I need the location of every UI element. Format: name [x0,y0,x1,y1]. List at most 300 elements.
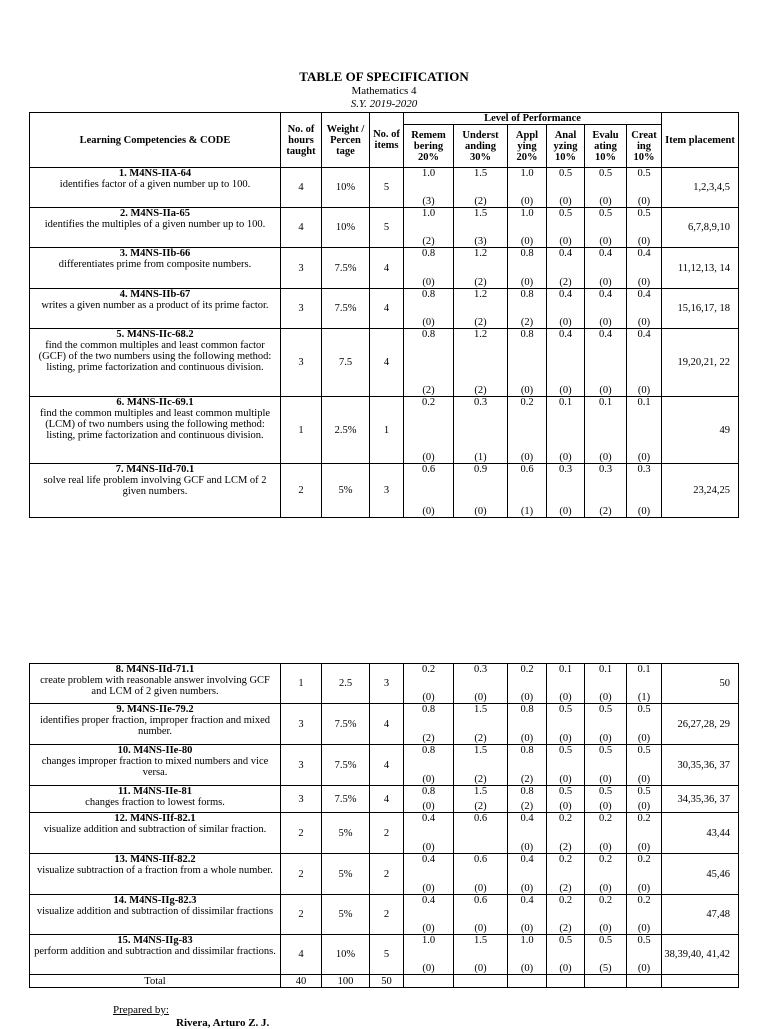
competency-cell [30,935,281,975]
level-values [508,745,546,785]
level-values [404,464,453,517]
level-analyzing-cell [547,248,585,289]
level-values [404,854,453,894]
level-creating-cell [627,289,662,329]
level-count: (1) [474,452,487,463]
level-count: (0) [637,236,651,247]
level-count: (2) [422,385,435,396]
header-placement: Item placement [662,113,739,168]
hours-cell: 4 [281,208,322,248]
level-count: (0) [520,277,534,288]
level-weight: 0.8 [520,329,534,340]
items-cell: 5 [370,168,404,208]
level-applying-cell [508,704,547,745]
level-values [547,786,584,812]
level-remembering-cell [404,168,454,208]
item-placement-cell: 30,35,36, 37 [662,745,739,786]
level-remembering-cell [404,745,454,786]
level-count: (0) [637,317,651,328]
competency-description: differentiates prime from composite numbers. [58,259,252,270]
level-count: (2) [474,317,487,328]
level-weight: 0.5 [637,168,651,179]
level-count: (0) [637,923,651,934]
competency-cell [30,664,281,704]
competency-code: 11. M4NS-IIe-81 [117,786,193,797]
level-count: (1) [637,692,651,703]
level-weight: 1.0 [421,208,436,219]
level-count: (0) [422,842,435,853]
level-values [404,248,453,288]
level-values [508,329,546,396]
competency-cell [30,397,281,464]
level-count: (0) [599,236,612,247]
level-values [585,168,626,207]
level-weight: 0.9 [473,464,488,475]
level-count: (0) [559,506,572,517]
level-values [547,329,584,396]
level-count: (0) [637,385,651,396]
level-count: (0) [474,923,487,934]
competency-description: identifies factor of a given number up to 100. [59,179,251,190]
level-count: (0) [637,506,651,517]
level-values [508,208,546,247]
level-count: (0) [559,317,572,328]
level-weight: 1.5 [473,786,488,797]
level-values [454,464,507,517]
hours-cell: 3 [281,745,322,786]
level-count: (0) [559,385,572,396]
level-values [585,397,626,463]
item-placement-cell: 19,20,21, 22 [662,329,739,397]
level-values [547,397,584,463]
level-remembering-cell [404,935,454,975]
competency-description: solve real life problem involving GCF and LCM of 2 given numbers. [43,475,267,497]
level-remembering-cell [404,704,454,745]
level-weight: 0.5 [558,745,573,756]
level-weight: 0.8 [421,289,436,300]
level-count: (2) [520,801,534,812]
level-weight: 0.5 [637,208,651,219]
level-creating-cell [627,168,662,208]
competency-cell [30,289,281,329]
level-remembering-cell [404,786,454,813]
level-count: (0) [637,801,651,812]
level-count: (0) [474,692,487,703]
level-weight: 0.2 [637,895,651,906]
level-values [454,854,507,894]
level-values [454,289,507,328]
level-weight: 1.5 [473,168,488,179]
level-values [627,813,661,853]
items-cell: 4 [370,745,404,786]
item-placement-cell: 26,27,28, 29 [662,704,739,745]
level-count: (2) [422,733,435,744]
hours-cell: 4 [281,935,322,975]
level-evaluating-cell [585,289,627,329]
level-weight: 0.5 [598,704,613,715]
level-values [547,745,584,785]
weight-cell: 10% [322,935,370,975]
level-weight: 1.0 [520,208,534,219]
level-values [585,854,626,894]
level-values [454,248,507,288]
level-weight: 0.5 [598,208,613,219]
level-weight: 0.6 [421,464,436,475]
hours-cell: 3 [281,786,322,813]
weight-cell: 10% [322,168,370,208]
items-cell: 4 [370,704,404,745]
level-count: (0) [474,963,487,974]
level-evaluating-cell [585,935,627,975]
level-values [627,704,661,744]
level-values [547,168,584,207]
level-weight: 0.2 [558,813,573,824]
level-creating-cell [627,935,662,975]
items-cell: 4 [370,289,404,329]
level-applying-cell [508,935,547,975]
items-cell: 4 [370,248,404,289]
level-weight: 0.8 [421,704,436,715]
level-count: (0) [422,774,435,785]
level-values [404,786,453,812]
level-weight: 0.5 [558,704,573,715]
items-cell: 5 [370,208,404,248]
level-values [627,168,661,207]
level-weight: 0.1 [637,664,651,675]
level-weight: 0.5 [637,745,651,756]
level-weight: 0.4 [558,248,573,259]
level-count: (2) [474,196,487,207]
level-values [627,289,661,328]
level-weight: 0.2 [637,813,651,824]
specification-table-page1 [29,112,739,518]
table-row [30,664,739,704]
header-items: No. of items [370,113,404,168]
level-values [404,329,453,396]
items-cell: 1 [370,397,404,464]
item-placement-cell: 6,7,8,9,10 [662,208,739,248]
level-applying-cell [508,854,547,895]
preparer-name: Rivera, Arturo Z. J. [176,1017,270,1029]
level-weight: 0.2 [520,664,534,675]
competency-description: writes a given number as a product of its prime factor. [41,300,269,311]
level-count: (2) [599,506,612,517]
level-count: (0) [599,317,612,328]
level-evaluating-cell [585,813,627,854]
weight-cell: 10% [322,208,370,248]
level-count: (1) [520,506,534,517]
item-placement-cell: 45,46 [662,854,739,895]
level-understanding-cell [454,935,508,975]
competency-code: 3. M4NS-IIb-66 [119,248,191,259]
level-creating-cell [627,208,662,248]
level-values [454,168,507,207]
level-weight: 0.8 [421,786,436,797]
level-values [585,289,626,328]
level-values [585,664,626,703]
level-weight: 0.2 [558,895,573,906]
level-weight: 1.2 [473,329,488,340]
level-understanding-cell [454,786,508,813]
level-count: (0) [422,692,435,703]
level-applying-cell [508,329,547,397]
header-competency: Learning Competencies & CODE [30,113,281,168]
school-year: S.Y. 2019-2020 [350,98,418,110]
level-values [508,248,546,288]
weight-cell: 5% [322,854,370,895]
weight-cell: 7.5% [322,289,370,329]
level-weight: 0.2 [421,664,436,675]
level-count: (0) [559,692,572,703]
level-count: (0) [474,883,487,894]
total-items: 50 [370,975,404,988]
level-count: (0) [637,277,651,288]
level-weight: 0.2 [558,854,573,865]
level-weight: 0.4 [520,895,534,906]
level-values [454,745,507,785]
level-creating-cell [627,704,662,745]
item-placement-cell: 15,16,17, 18 [662,289,739,329]
level-remembering-cell [404,854,454,895]
table-row [30,397,739,464]
level-weight: 0.8 [520,248,534,259]
level-creating-cell [627,854,662,895]
table-body-page1 [30,168,739,518]
prepared-by-label: Prepared by: [113,1004,169,1016]
level-weight: 1.0 [421,935,436,946]
level-count: (0) [599,923,612,934]
level-applying-cell [508,464,547,518]
level-weight: 0.2 [421,397,436,408]
level-count: (0) [422,452,435,463]
level-values [627,935,661,974]
level-count: (2) [559,277,572,288]
level-weight: 1.2 [473,289,488,300]
level-count: (0) [637,196,651,207]
header-hours: No. of hours taught [281,113,322,168]
level-understanding-cell [454,208,508,248]
competency-cell [30,248,281,289]
level-weight: 0.4 [598,329,613,340]
level-remembering-cell [404,664,454,704]
level-weight: 0.4 [421,854,436,865]
level-values [627,745,661,785]
level-values [547,208,584,247]
level-analyzing-cell [547,704,585,745]
level-analyzing-cell [547,854,585,895]
level-count: (0) [599,196,612,207]
level-count: (2) [520,774,534,785]
level-weight: 1.5 [473,208,488,219]
level-understanding-cell [454,464,508,518]
level-analyzing-cell [547,397,585,464]
level-count: (0) [422,883,435,894]
level-analyzing-cell [547,464,585,518]
hours-cell: 2 [281,854,322,895]
level-weight: 0.5 [558,168,573,179]
level-count: (0) [599,733,612,744]
total-label: Total [30,975,281,988]
level-applying-cell [508,168,547,208]
level-evaluating-cell [585,329,627,397]
table-row [30,329,739,397]
level-values [404,745,453,785]
level-values [547,248,584,288]
level-values [627,464,661,517]
table-row [30,813,739,854]
level-weight: 0.6 [473,813,488,824]
weight-cell: 5% [322,895,370,935]
items-cell: 3 [370,464,404,518]
level-values [508,168,546,207]
level-values [547,664,584,703]
competency-cell [30,745,281,786]
competency-code: 4. M4NS-IIb-67 [119,289,191,300]
level-understanding-cell [454,397,508,464]
items-cell: 5 [370,935,404,975]
level-values [508,704,546,744]
table-row [30,895,739,935]
level-understanding-cell [454,248,508,289]
level-weight: 0.8 [520,745,534,756]
level-creating-cell [627,397,662,464]
level-remembering-cell [404,289,454,329]
competency-code: 14. M4NS-IIg-82.3 [113,895,197,906]
level-values [404,397,453,463]
level-weight: 0.4 [421,813,436,824]
level-weight: 0.5 [598,786,613,797]
level-evaluating-cell [585,895,627,935]
weight-cell: 7.5% [322,248,370,289]
document-title: TABLE OF SPECIFICATION [299,69,469,84]
hours-cell: 3 [281,329,322,397]
level-count: (0) [599,842,612,853]
level-weight: 0.8 [520,786,534,797]
level-values [454,397,507,463]
weight-cell: 7.5% [322,704,370,745]
header-evaluating: Evalu ating 10% [585,125,627,168]
level-remembering-cell [404,329,454,397]
level-count: (0) [599,452,612,463]
level-count: (0) [422,277,435,288]
competency-description: visualize addition and subtraction of similar fraction. [43,824,267,835]
level-count: (0) [559,963,572,974]
level-values [454,664,507,703]
level-values [627,329,661,396]
level-values [404,704,453,744]
level-values [547,813,584,853]
level-count: (0) [637,963,651,974]
level-count: (0) [520,452,534,463]
total-row [30,975,739,988]
level-analyzing-cell [547,786,585,813]
level-weight: 0.3 [598,464,613,475]
level-evaluating-cell [585,208,627,248]
level-evaluating-cell [585,704,627,745]
level-applying-cell [508,745,547,786]
level-weight: 0.8 [421,329,436,340]
level-analyzing-cell [547,745,585,786]
table-row [30,289,739,329]
level-applying-cell [508,397,547,464]
level-values [508,854,546,894]
table-row [30,854,739,895]
level-values [404,813,453,853]
competency-cell [30,854,281,895]
level-weight: 1.2 [473,248,488,259]
header-understanding: Underst anding 30% [454,125,508,168]
level-analyzing-cell [547,895,585,935]
level-values [404,168,453,207]
items-cell: 2 [370,813,404,854]
competency-cell [30,329,281,397]
level-understanding-cell [454,289,508,329]
level-count: (0) [520,236,534,247]
level-weight: 0.8 [421,248,436,259]
level-weight: 0.5 [598,745,613,756]
competency-description: perform addition and subtraction and dissimilar fractions. [34,946,276,957]
level-creating-cell [627,745,662,786]
table-row [30,704,739,745]
level-weight: 1.5 [473,745,488,756]
level-count: (0) [474,506,487,517]
level-count: (2) [474,277,487,288]
level-weight: 0.3 [558,464,573,475]
level-evaluating-cell [585,248,627,289]
level-remembering-cell [404,464,454,518]
level-weight: 0.1 [558,397,573,408]
competency-description: identifies proper fraction, improper fraction and mixed number. [39,715,271,737]
competency-code: 1. M4NS-IIA-64 [118,168,192,179]
level-remembering-cell [404,208,454,248]
level-weight: 0.6 [520,464,534,475]
level-weight: 0.5 [558,786,573,797]
level-values [404,935,453,974]
level-creating-cell [627,248,662,289]
level-count: (0) [559,774,572,785]
level-count: (0) [559,236,572,247]
level-weight: 0.3 [473,397,488,408]
weight-cell: 2.5% [322,397,370,464]
hours-cell: 2 [281,895,322,935]
level-count: (0) [422,317,435,328]
level-values [454,786,507,812]
level-weight: 1.0 [421,168,436,179]
level-count: (0) [599,774,612,785]
level-count: (2) [422,236,435,247]
level-values [404,208,453,247]
level-weight: 0.6 [473,854,488,865]
competency-code: 5. M4NS-IIc-68.2 [116,329,194,340]
level-analyzing-cell [547,935,585,975]
level-count: (2) [559,923,572,934]
level-count: (0) [520,692,534,703]
level-count: (3) [422,196,435,207]
item-placement-cell: 1,2,3,4,5 [662,168,739,208]
competency-description: changes fraction to lowest forms. [85,797,225,808]
level-analyzing-cell [547,664,585,704]
level-values [585,208,626,247]
level-values [547,895,584,934]
level-weight: 0.5 [637,704,651,715]
item-placement-cell: 43,44 [662,813,739,854]
competency-cell [30,895,281,935]
competency-code: 10. M4NS-IIe-80 [117,745,193,756]
level-remembering-cell [404,248,454,289]
header-level-group: Level of Performance [404,113,662,125]
level-values [508,464,546,517]
total-weight: 100 [322,975,370,988]
